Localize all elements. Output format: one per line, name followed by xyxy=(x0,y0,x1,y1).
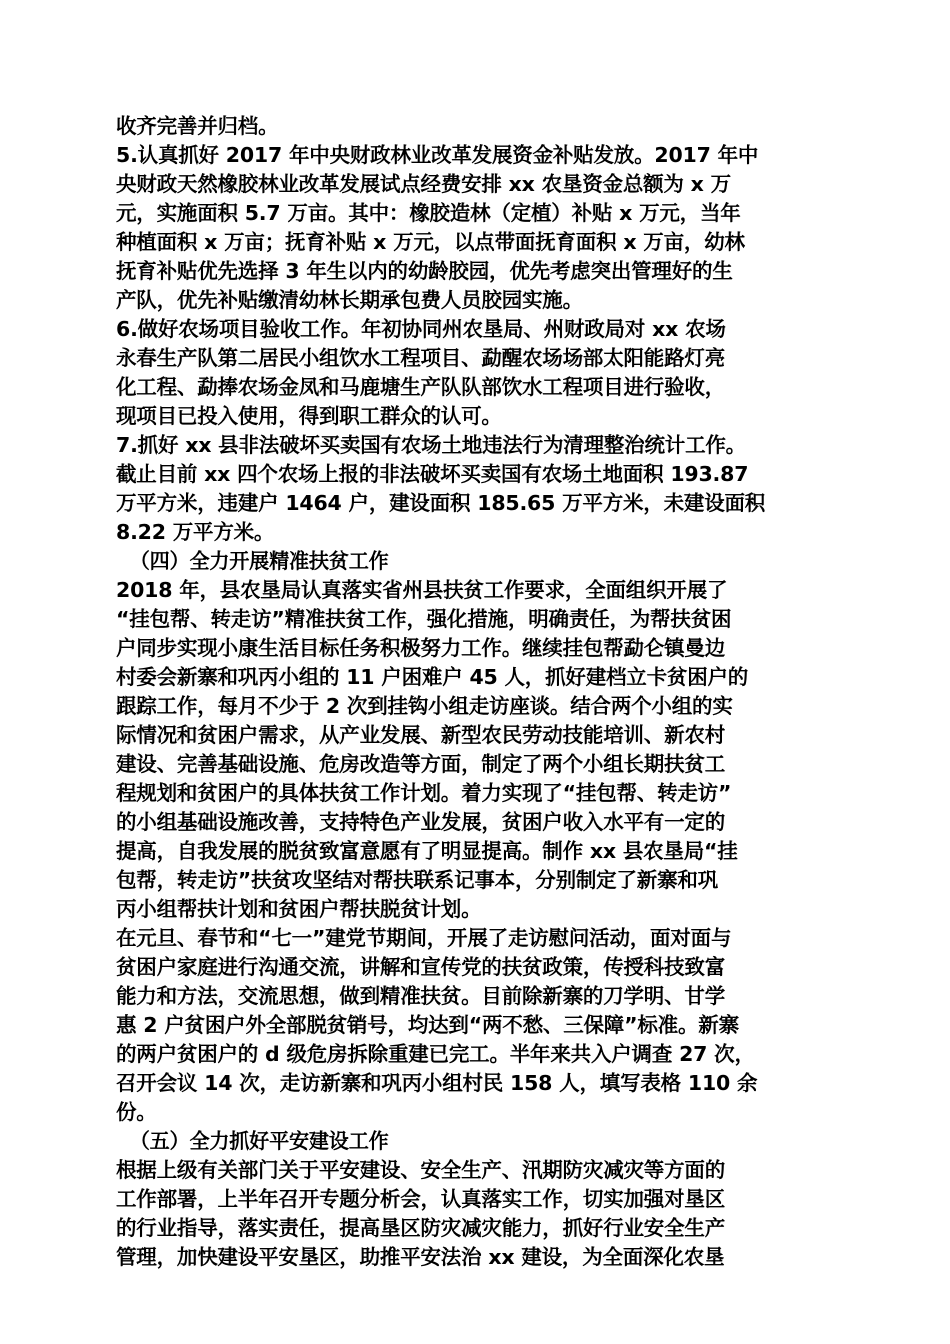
text-line: 的两户贫困户的 d 级危房拆除重建已完工。半年来共入户调查 27 次， xyxy=(116,1042,755,1066)
text-line: 现项目已投入使用，得到职工群众的认可。 xyxy=(116,404,502,428)
text-line: 户同步实现小康生活目标任务积极努力工作。继续挂包帮勐仑镇曼边 xyxy=(116,636,725,660)
text-line: 召开会议 14 次，走访新寨和巩丙小组村民 158 人，填写表格 110 余 xyxy=(116,1071,758,1095)
text-line: 收齐完善并归档。 xyxy=(116,114,279,138)
document-body xyxy=(116,112,840,1272)
text-line: 7.抓好 xx 县非法破坏买卖国有农场土地违法行为清理整治统计工作。 xyxy=(116,433,746,457)
text-line: 能力和方法，交流思想，做到精准扶贫。目前除新寨的刀学明、甘学 xyxy=(116,984,725,1008)
section-heading: （五）全力抓好平安建设工作 xyxy=(129,1129,389,1153)
text-line: 惠 2 户贫困户外全部脱贫销号，均达到“两不愁、三保障”标准。新寨 xyxy=(116,1013,739,1037)
text-line: 包帮，转走访”扶贫攻坚结对帮扶联系记事本，分别制定了新寨和巩 xyxy=(116,868,718,892)
text-line: 村委会新寨和巩丙小组的 11 户困难户 45 人，抓好建档立卡贫困户的 xyxy=(116,665,749,689)
text-line: 央财政天然橡胶林业改革发展试点经费安排 xx 农垦资金总额为 x 万 xyxy=(116,172,731,196)
text-line: 丙小组帮扶计划和贫困户帮扶脱贫计划。 xyxy=(116,897,482,921)
text-line: 建设、完善基础设施、危房改造等方面，制定了两个小组长期扶贫工 xyxy=(116,752,725,776)
text-line: 万平方米，违建户 1464 户，建设面积 185.65 万平方米，未建设面积 xyxy=(116,491,766,515)
text-line: 跟踪工作，每月不少于 2 次到挂钩小组走访座谈。结合两个小组的实 xyxy=(116,694,733,718)
text-line: 的小组基础设施改善，支持特色产业发展，贫困户收入水平有一定的 xyxy=(116,810,725,834)
text-line: 5.认真抓好 2017 年中央财政林业改革发展资金补贴发放。2017 年中 xyxy=(116,143,759,167)
text-line: 根据上级有关部门关于平安建设、安全生产、汛期防灾减灾等方面的 xyxy=(116,1158,725,1182)
text-line: 程规划和贫困户的具体扶贫工作计划。着力实现了“挂包帮、转走访” xyxy=(116,781,732,805)
text-line: 提高，自我发展的脱贫致富意愿有了明显提高。制作 xx 县农垦局“挂 xyxy=(116,839,738,863)
text-line: 截止目前 xx 四个农场上报的非法破坏买卖国有农场土地面积 193.87 xyxy=(116,462,749,486)
text-line: 化工程、勐捧农场金凤和马鹿塘生产队队部饮水工程项目进行验收， xyxy=(116,375,725,399)
text-line: 在元旦、春节和“七一”建党节期间，开展了走访慰问活动，面对面与 xyxy=(116,926,732,950)
text-line: 管理，加快建设平安垦区，助推平安法治 xx 建设，为全面深化农垦 xyxy=(116,1245,725,1269)
text-line: 永春生产队第二居民小组饮水工程项目、勐醒农场场部太阳能路灯亮 xyxy=(116,346,725,370)
text-line: 工作部署，上半年召开专题分析会，认真落实工作，切实加强对垦区 xyxy=(116,1187,725,1211)
text-line: 8.22 万平方米。 xyxy=(116,520,275,544)
text-line: 种植面积 x 万亩；抚育补贴 x 万元，以点带面抚育面积 x 万亩，幼林 xyxy=(116,230,745,254)
text-line: 元，实施面积 5.7 万亩。其中：橡胶造林（定植）补贴 x 万元，当年 xyxy=(116,201,741,225)
text-line: 份。 xyxy=(116,1100,157,1124)
text-line: 2018 年，县农垦局认真落实省州县扶贫工作要求，全面组织开展了 xyxy=(116,578,728,602)
section-heading: （四）全力开展精准扶贫工作 xyxy=(129,549,389,573)
text-line: 抚育补贴优先选择 3 年生以内的幼龄胶园，优先考虑突出管理好的生 xyxy=(116,259,733,283)
text-line: “挂包帮、转走访”精准扶贫工作，强化措施，明确责任，为帮扶贫困 xyxy=(116,607,732,631)
text-line: 的行业指导，落实责任，提高垦区防灾减灾能力，抓好行业安全生产 xyxy=(116,1216,725,1240)
text-line: 产队，优先补贴缴清幼林长期承包费人员胶园实施。 xyxy=(116,288,583,312)
text-line: 6.做好农场项目验收工作。年初协同州农垦局、州财政局对 xx 农场 xyxy=(116,317,726,341)
text-line: 际情况和贫困户需求，从产业发展、新型农民劳动技能培训、新农村 xyxy=(116,723,725,747)
text-line: 贫困户家庭进行沟通交流，讲解和宣传党的扶贫政策，传授科技致富 xyxy=(116,955,725,979)
